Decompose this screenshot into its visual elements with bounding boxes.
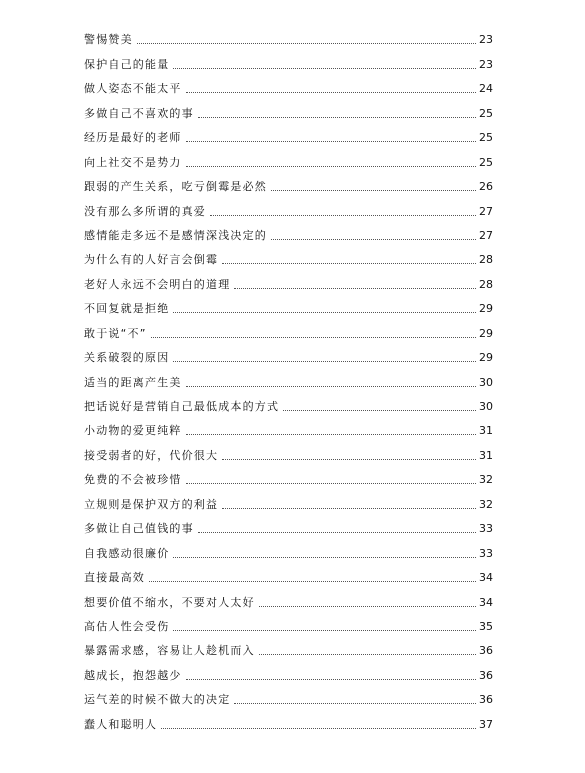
- toc-page-number: 33: [479, 522, 493, 536]
- toc-entry-title: 高估人性会受伤: [84, 619, 170, 633]
- toc-entry-title: 老好人永远不会明白的道理: [84, 277, 231, 291]
- toc-page-number: 28: [479, 253, 493, 267]
- toc-entry-title: 关系破裂的原因: [84, 351, 170, 365]
- toc-page-number: 33: [479, 546, 493, 560]
- toc-entry[interactable]: [84, 634, 493, 658]
- toc-page-number: 29: [479, 302, 493, 316]
- toc-page-number: 31: [479, 448, 493, 462]
- toc-dot-leader: [271, 239, 476, 240]
- toc-entry-title: 不回复就是拒绝: [84, 302, 170, 316]
- toc-entry[interactable]: [84, 316, 493, 340]
- toc-entry-title: 暴露需求感，容易让人趁机而入: [84, 644, 255, 658]
- toc-dot-leader: [259, 654, 476, 655]
- toc-page-number: 36: [479, 644, 493, 658]
- toc-entry-title: 保护自己的能量: [84, 57, 170, 71]
- toc-entry-title: 跟弱的产生关系，吃亏倒霉是必然: [84, 180, 267, 194]
- toc-entry-title: 接受弱者的好，代价很大: [84, 448, 219, 462]
- toc-page-number: 27: [479, 204, 493, 218]
- toc-dot-leader: [259, 606, 476, 607]
- toc-dot-leader: [173, 630, 476, 631]
- toc-entry[interactable]: [84, 585, 493, 609]
- toc-page-number: 29: [479, 351, 493, 365]
- toc-dot-leader: [222, 459, 476, 460]
- toc-entry[interactable]: [84, 219, 493, 243]
- toc-dot-leader: [173, 312, 476, 313]
- toc-entry[interactable]: [84, 561, 493, 585]
- toc-entry-title: 多做让自己值钱的事: [84, 522, 194, 536]
- toc-page-number: 26: [479, 180, 493, 194]
- toc-page-number: 36: [479, 693, 493, 707]
- toc-page-number: 31: [479, 424, 493, 438]
- toc-dot-leader: [137, 43, 476, 44]
- toc-entry[interactable]: [84, 72, 493, 96]
- toc-dot-leader: [151, 337, 476, 338]
- toc-entry[interactable]: [84, 658, 493, 682]
- toc-page-number: 24: [479, 82, 493, 96]
- toc-entry-title: 自我感动很廉价: [84, 546, 170, 560]
- toc-entry[interactable]: [84, 536, 493, 560]
- toc-entry-title: 越成长，抱怨越少: [84, 668, 182, 682]
- toc-page-number: 34: [479, 571, 493, 585]
- toc-page-number: 32: [479, 497, 493, 511]
- toc-page-number: 32: [479, 473, 493, 487]
- toc-page-number: 28: [479, 277, 493, 291]
- toc-dot-leader: [271, 190, 476, 191]
- toc-dot-leader: [173, 361, 476, 362]
- toc-page-number: 29: [479, 326, 493, 340]
- toc-entry-title: 适当的距离产生美: [84, 375, 182, 389]
- toc-entry[interactable]: [84, 487, 493, 511]
- toc-dot-leader: [186, 92, 476, 93]
- toc-entry[interactable]: [84, 267, 493, 291]
- toc-entry[interactable]: [84, 683, 493, 707]
- toc-page-number: 25: [479, 131, 493, 145]
- toc-dot-leader: [186, 679, 476, 680]
- toc-dot-leader: [198, 532, 476, 533]
- toc-page-number: 27: [479, 228, 493, 242]
- toc-entry-title: 敢于说“不”: [84, 326, 147, 340]
- toc-entry-title: 为什么有的人好言会倒霉: [84, 253, 219, 267]
- toc-entry[interactable]: [84, 390, 493, 414]
- toc-page-number: 23: [479, 57, 493, 71]
- toc-entry[interactable]: [84, 292, 493, 316]
- toc-dot-leader: [186, 483, 476, 484]
- toc-dot-leader: [186, 166, 476, 167]
- toc-entry-title: 免费的不会被珍惜: [84, 473, 182, 487]
- toc-dot-leader: [198, 117, 476, 118]
- toc-dot-leader: [149, 581, 476, 582]
- toc-dot-leader: [186, 386, 476, 387]
- toc-page-number: 23: [479, 33, 493, 47]
- toc-page-number: 37: [479, 717, 493, 731]
- toc-entry-title: 直接最高效: [84, 571, 145, 585]
- toc-entry[interactable]: [84, 47, 493, 71]
- toc-entry[interactable]: [84, 145, 493, 169]
- toc-entry-title: 没有那么多所谓的真爱: [84, 204, 206, 218]
- toc-entry[interactable]: [84, 194, 493, 218]
- toc-entry-title: 感情能走多远不是感情深浅决定的: [84, 228, 267, 242]
- toc-dot-leader: [186, 141, 476, 142]
- toc-dot-leader: [222, 263, 476, 264]
- toc-entry[interactable]: [84, 243, 493, 267]
- toc-entry-title: 经历是最好的老师: [84, 131, 182, 145]
- toc-page-number: 25: [479, 106, 493, 120]
- toc-entry[interactable]: [84, 707, 493, 731]
- toc-entry-title: 想要价值不缩水，不要对人太好: [84, 595, 255, 609]
- toc-entry[interactable]: [84, 438, 493, 462]
- toc-dot-leader: [210, 215, 476, 216]
- toc-dot-leader: [234, 703, 476, 704]
- toc-page-number: 30: [479, 375, 493, 389]
- toc-dot-leader: [234, 288, 476, 289]
- toc-entry[interactable]: [84, 414, 493, 438]
- toc-entry[interactable]: [84, 365, 493, 389]
- toc-entry[interactable]: [84, 23, 493, 47]
- toc-entry[interactable]: [84, 512, 493, 536]
- toc-entry-title: 蠢人和聪明人: [84, 717, 158, 731]
- toc-page-number: 35: [479, 619, 493, 633]
- toc-entry-title: 把话说好是营销自己最低成本的方式: [84, 400, 280, 413]
- toc-entry-title: 多做自己不喜欢的事: [84, 106, 194, 120]
- toc-dot-leader: [283, 410, 476, 411]
- toc-entry-title: 立规则是保护双方的利益: [84, 497, 219, 511]
- toc-entry-title: 小动物的爱更纯粹: [84, 424, 182, 438]
- table-of-contents: [84, 23, 493, 732]
- toc-entry[interactable]: [84, 463, 493, 487]
- toc-entry-title: 做人姿态不能太平: [84, 82, 182, 96]
- toc-entry-title: 运气差的时候不做大的决定: [84, 693, 231, 707]
- toc-page-number: 36: [479, 668, 493, 682]
- toc-dot-leader: [173, 557, 476, 558]
- toc-dot-leader: [186, 434, 476, 435]
- toc-entry[interactable]: [84, 96, 493, 120]
- toc-page-number: 25: [479, 155, 493, 169]
- toc-dot-leader: [222, 508, 476, 509]
- toc-entry-title: 警惕赞美: [84, 33, 133, 47]
- toc-entry[interactable]: [84, 341, 493, 365]
- toc-dot-leader: [173, 68, 476, 69]
- toc-dot-leader: [161, 728, 476, 729]
- toc-entry[interactable]: [84, 170, 493, 194]
- toc-page-number: 30: [479, 400, 493, 413]
- toc-entry[interactable]: [84, 121, 493, 145]
- toc-entry[interactable]: [84, 610, 493, 634]
- toc-entry-title: 向上社交不是势力: [84, 155, 182, 169]
- toc-page-number: 34: [479, 595, 493, 609]
